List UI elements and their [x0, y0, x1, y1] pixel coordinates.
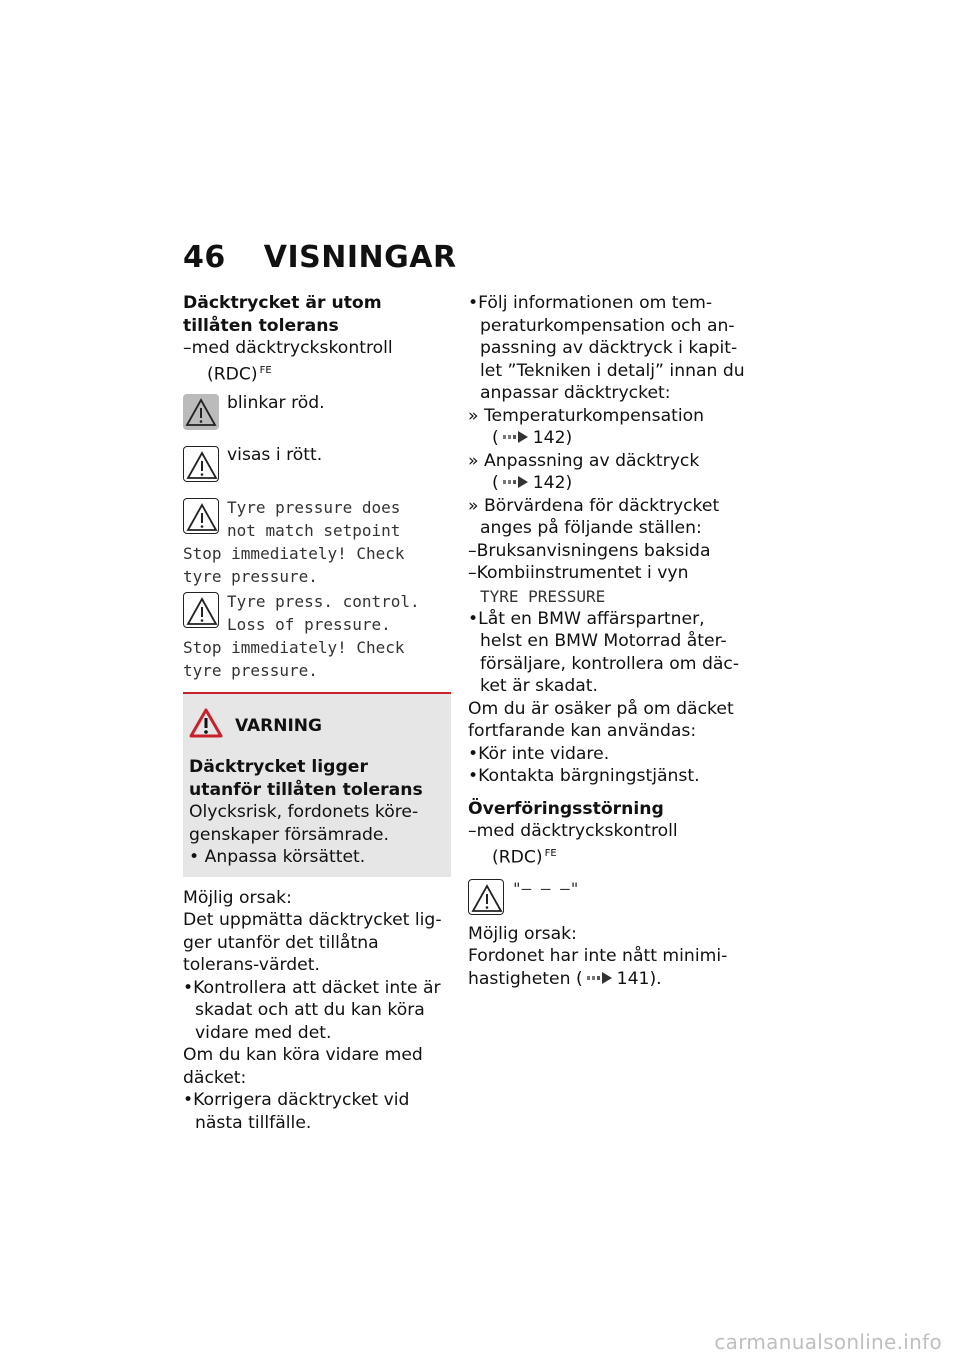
message-line: tyre pressure.	[183, 566, 318, 586]
page-ref-number: 142)	[532, 428, 573, 448]
message-line: tyre pressure.	[183, 660, 318, 680]
warning-bullet: • Anpassa körsättet.	[189, 847, 366, 868]
paragraph-with-ref	[468, 945, 748, 990]
warning-triangle-icon	[183, 592, 219, 628]
page-reference[interactable]	[576, 969, 662, 989]
warning-box	[183, 692, 451, 877]
paragraph: Möjlig orsak:	[468, 923, 577, 944]
display-message	[183, 496, 451, 588]
bullet-item: •Följ informationen om tem-peraturkompensation och an-passning av däcktryck i kapit-let ”Tekniken i detalj” innan du anpassar däcktrycket:	[468, 293, 745, 403]
message-line: Tyre pressure does	[227, 497, 401, 517]
paren: (	[492, 428, 499, 448]
symbol-description: visas i rött.	[227, 444, 323, 465]
dash-text: –med däcktryckskontroll	[183, 338, 393, 358]
page-reference[interactable]	[468, 472, 748, 495]
dash-item: –Kombiinstrumentet i vyn	[468, 563, 689, 583]
arrow-icon	[503, 472, 529, 495]
page-ref-number: 141).	[616, 968, 662, 989]
symbol-description: blinkar röd.	[227, 392, 325, 413]
dash-item-cont	[183, 360, 451, 386]
page-ref-number: 142)	[532, 473, 573, 493]
left-column	[183, 292, 451, 1134]
paren: (	[492, 473, 499, 493]
right-column	[468, 292, 748, 990]
fe-superscript: FE	[259, 364, 272, 376]
warning-red-triangle-icon	[189, 708, 223, 745]
warning-heading: Däcktrycket ligger utanför tillåten tolerans	[189, 757, 423, 800]
warning-triangle-icon	[183, 394, 219, 430]
page-number: 46	[183, 240, 226, 275]
bullet-item: •Låt en BMW affärspartner, helst en BMW Motorrad åter-försäljare, kontrollera om däc-ket är skadat.	[468, 608, 740, 696]
reference-item: » Temperaturkompensation	[468, 405, 705, 426]
message-line: Stop immediately! Check	[183, 543, 405, 563]
warning-text: Olycksrisk, fordonets köre-genskaper försämrade.	[189, 802, 419, 845]
reference-item: » Börvärdena för däcktrycket anges på följande ställen:	[468, 495, 720, 538]
symbol-description: "– – –"	[512, 878, 580, 898]
page-header	[183, 240, 457, 275]
warning-triangle-icon	[468, 879, 504, 915]
page-title: VISNINGAR	[263, 240, 457, 275]
symbol-row	[183, 444, 451, 488]
dash-item-cont	[468, 843, 748, 869]
dash-item: –med däcktryckskontroll	[468, 821, 678, 841]
warning-triangle-icon	[183, 498, 219, 534]
paragraph: Det uppmätta däcktrycket lig-ger utanför det tillåtna tolerans-värdet.	[183, 910, 442, 976]
page-reference[interactable]	[468, 427, 748, 450]
message-line: Loss of pressure.	[227, 614, 391, 634]
bullet-item: •Kontrollera att däcket inte är skadat och att du kan köra vidare med det.	[183, 977, 441, 1043]
warning-label: VARNING	[235, 715, 322, 736]
section-heading: Däcktrycket är utom tillåten tolerans	[183, 293, 382, 336]
warning-triangle-icon	[183, 446, 219, 482]
message-line: Stop immediately! Check	[183, 637, 405, 657]
arrow-icon	[587, 968, 613, 991]
reference-item: » Anpassning av däcktryck	[468, 450, 700, 471]
bullet-item: •Kör inte vidare.	[468, 743, 610, 764]
dash-item: –Bruksanvisningens baksida	[468, 540, 711, 561]
message-line: not match setpoint	[227, 520, 401, 540]
rdc-label: (RDC)	[207, 364, 258, 385]
warning-title	[189, 708, 445, 745]
bullet-item: •Kontakta bärgningstjänst.	[468, 766, 700, 786]
mono-label: TYRE PRESSURE	[480, 586, 606, 606]
paren: (	[575, 968, 583, 989]
paragraph-text: Fordonet har inte nått minimi-hastigheten	[468, 946, 728, 989]
fe-superscript: FE	[544, 847, 557, 859]
arrow-icon	[503, 427, 529, 450]
rdc-label: (RDC)	[492, 847, 543, 868]
symbol-row	[468, 877, 748, 921]
paragraph: Om du är osäker på om däcket fortfarande kan användas:	[468, 698, 734, 741]
paragraph: Möjlig orsak:	[183, 887, 292, 908]
watermark: carmanualsonline.info	[714, 1330, 942, 1354]
display-message	[183, 590, 451, 682]
symbol-row	[183, 392, 451, 436]
paragraph: Om du kan köra vidare med däcket:	[183, 1045, 423, 1088]
message-line: Tyre press. control.	[227, 591, 420, 611]
section-heading: Överföringsstörning	[468, 798, 664, 819]
dash-item	[183, 337, 451, 360]
bullet-item: •Korrigera däcktrycket vid nästa tillfälle.	[183, 1090, 410, 1133]
